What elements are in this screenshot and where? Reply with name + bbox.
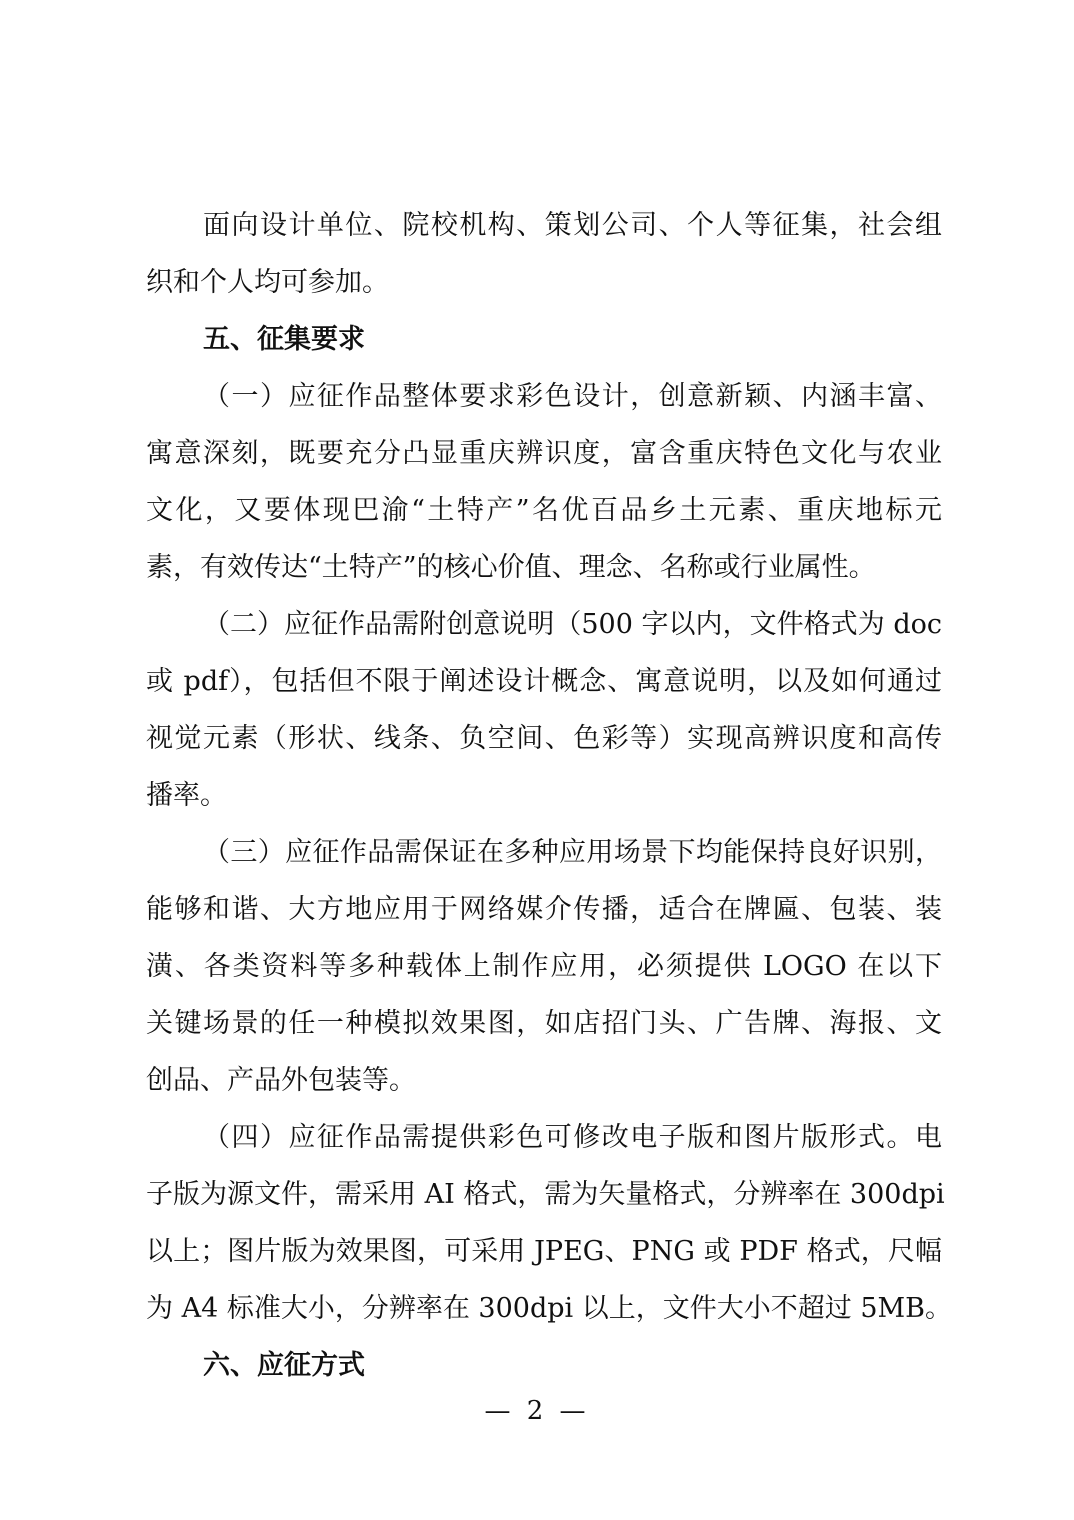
paragraph-requirement-3 <box>146 824 942 1109</box>
text-line: 播率。 <box>146 780 227 811</box>
page-number: — 2 — <box>484 1396 590 1426</box>
text-line: 为 A4 标准大小，分辨率在 300dpi 以上，文件大小不超过 5MB。 <box>146 1293 952 1324</box>
text-line: 或 pdf），包括但不限于阐述设计概念、寓意说明，以及如何通过 <box>146 666 942 697</box>
text-line: 子版为源文件，需采用 AI 格式，需为矢量格式，分辨率在 300dpi <box>146 1179 945 1210</box>
text-line: （四）应征作品需提供彩色可修改电子版和图片版形式。电 <box>203 1122 942 1153</box>
text-line: 以上；图片版为效果图，可采用 JPEG、PNG 或 PDF 格式，尺幅 <box>146 1236 942 1267</box>
text-line: 面向设计单位、院校机构、策划公司、个人等征集，社会组 <box>203 210 942 241</box>
text-line: 能够和谐、大方地应用于网络媒介传播，适合在牌匾、包装、装 <box>146 894 942 925</box>
section-heading-submission-method: 六、应征方式 <box>203 1350 365 1381</box>
text-line: （二）应征作品需附创意说明（500 字以内，文件格式为 doc <box>203 609 942 640</box>
text-line: 视觉元素（形状、线条、负空间、色彩等）实现高辨识度和高传 <box>146 723 942 754</box>
text-line: 潢、各类资料等多种载体上制作应用，必须提供 LOGO 在以下 <box>146 951 942 982</box>
document-body <box>146 197 952 1394</box>
text-line: 文化，又要体现巴渝“土特产”名优百品乡土元素、重庆地标元 <box>146 495 942 526</box>
text-line: 创品、产品外包装等。 <box>146 1065 416 1096</box>
section-heading-requirements: 五、征集要求 <box>203 324 365 355</box>
text-line: 关键场景的任一种模拟效果图，如店招门头、广告牌、海报、文 <box>146 1008 942 1039</box>
text-line: （一）应征作品整体要求彩色设计，创意新颖、内涵丰富、 <box>203 381 942 412</box>
text-line: 素，有效传达“土特产”的核心价值、理念、名称或行业属性。 <box>146 552 876 583</box>
paragraph-requirement-4 <box>146 1109 952 1337</box>
text-line: （三）应征作品需保证在多种应用场景下均能保持良好识别， <box>203 837 942 868</box>
paragraph-eligibility <box>146 197 942 311</box>
paragraph-requirement-2 <box>146 596 942 824</box>
paragraph-requirement-1 <box>146 368 942 596</box>
text-line: 织和个人均可参加。 <box>146 267 389 298</box>
text-line: 寓意深刻，既要充分凸显重庆辨识度，富含重庆特色文化与农业 <box>146 438 942 469</box>
